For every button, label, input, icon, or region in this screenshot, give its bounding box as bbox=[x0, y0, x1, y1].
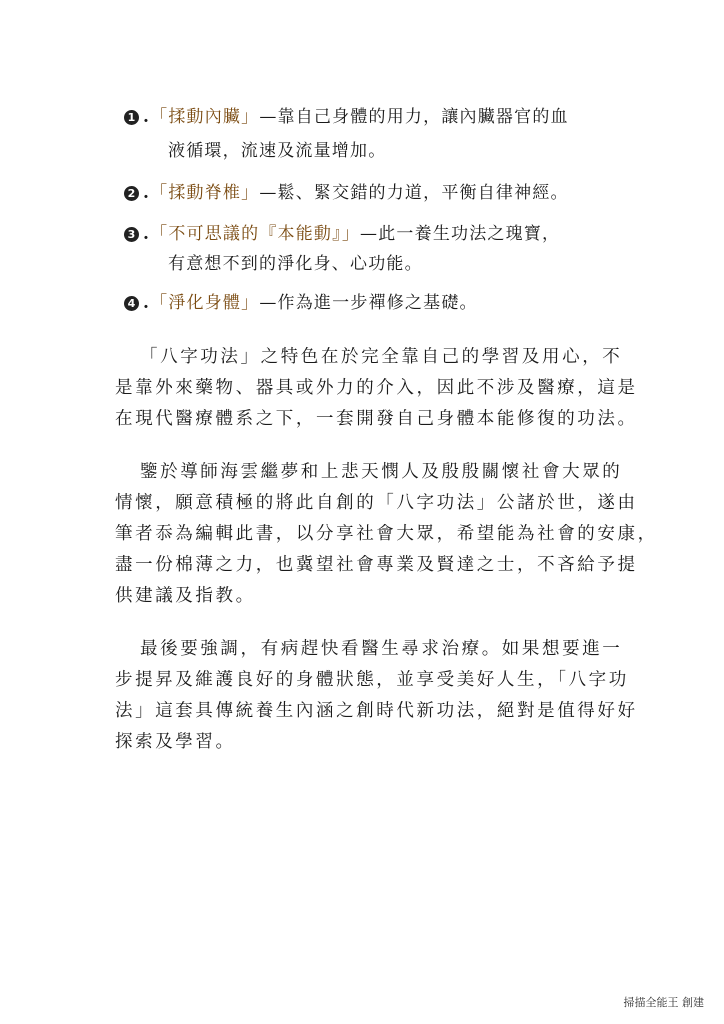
list-text: —作為進一步禪修之基礎。 bbox=[259, 293, 478, 313]
list-item-3-continuation: 有意想不到的淨化身、心功能。 bbox=[168, 254, 423, 274]
paragraph-3-line-1: 最後要強調，有病趕快看醫生尋求治療。如果想要進一 bbox=[140, 639, 623, 659]
paragraph-2-line-1: 鑒於導師海雲繼夢和上悲天憫人及殷殷關懷社會大眾的 bbox=[140, 462, 623, 482]
paragraph-1-line-2: 是靠外來藥物、器具或外力的介入，因此不涉及醫療，這是 bbox=[115, 378, 638, 398]
number-badge: 3 bbox=[124, 227, 139, 242]
number-badge: 2 bbox=[124, 186, 139, 201]
list-term: 「淨化身體」 bbox=[150, 293, 260, 313]
paragraph-3-line-2: 步提昇及維護良好的身體狀態，並享受美好人生，「八字功 bbox=[115, 670, 629, 690]
list-item-1: 1 .「揉動內臟」—靠自己身體的用力，讓內臟器官的血 bbox=[124, 102, 569, 127]
paragraph-2-line-2: 情懷，願意積極的將此自創的「八字功法」公諸於世，遂由 bbox=[115, 493, 638, 513]
list-text: —鬆、緊交錯的力道，平衡自律神經。 bbox=[259, 183, 569, 203]
list-item-3: 3 .「不可思議的『本能動』」—此一養生功法之瑰寶， bbox=[124, 219, 560, 244]
paragraph-2-line-5: 供建議及指教。 bbox=[115, 586, 256, 606]
paragraph-2-line-3: 筆者忝為編輯此書，以分享社會大眾，希望能為社會的安康， bbox=[115, 524, 658, 544]
paragraph-3-line-4: 探索及學習。 bbox=[115, 732, 236, 752]
number-badge: 1 bbox=[124, 110, 139, 125]
number-badge: 4 bbox=[124, 296, 139, 311]
scanner-watermark: 掃描全能王 創建 bbox=[623, 996, 704, 1009]
list-item-1-continuation: 液循環，流速及流量增加。 bbox=[168, 141, 387, 161]
list-item-4: 4 .「淨化身體」—作為進一步禪修之基礎。 bbox=[124, 288, 478, 313]
list-text: —此一養生功法之瑰寶， bbox=[360, 224, 561, 244]
paragraph-1-line-3: 在現代醫療體系之下，一套開發自己身體本能修復的功法。 bbox=[115, 409, 638, 429]
paragraph-1-line-1: 「八字功法」之特色在於完全靠自己的學習及用心，不 bbox=[140, 347, 623, 367]
list-term: 「不可思議的『本能動』」 bbox=[150, 224, 361, 244]
list-text: —靠自己身體的用力，讓內臟器官的血 bbox=[259, 107, 569, 127]
list-term: 「揉動脊椎」 bbox=[150, 183, 260, 203]
list-item-2: 2 .「揉動脊椎」—鬆、緊交錯的力道，平衡自律神經。 bbox=[124, 178, 569, 203]
paragraph-3-line-3: 法」這套具傳統養生內涵之創時代新功法，絕對是值得好好 bbox=[115, 701, 638, 721]
list-term: 「揉動內臟」 bbox=[150, 107, 260, 127]
paragraph-2-line-4: 盡一份棉薄之力，也冀望社會專業及賢達之士，不吝給予提 bbox=[115, 555, 638, 575]
